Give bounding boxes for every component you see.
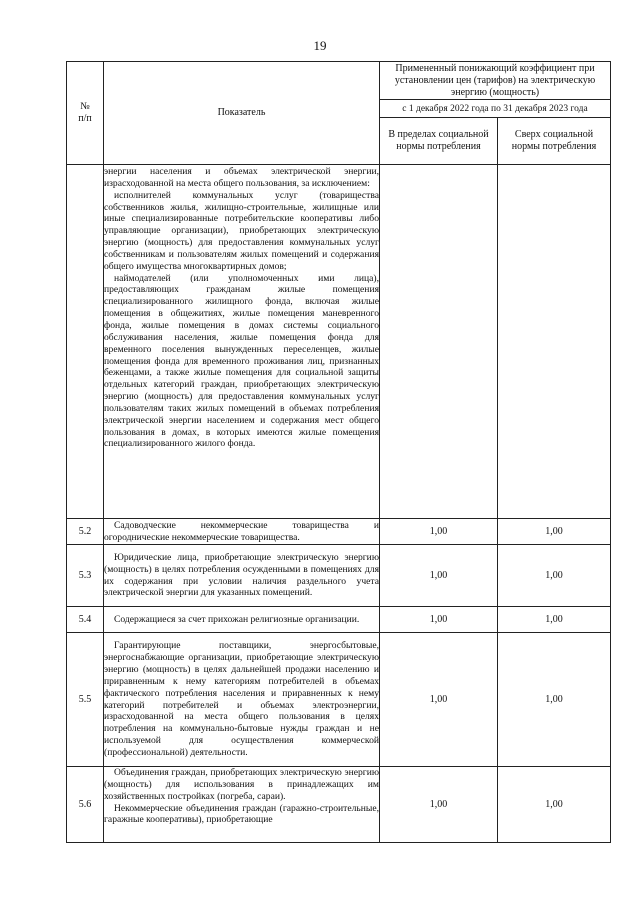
row-value-within: 1,00 xyxy=(380,767,498,843)
row-value-above: 1,00 xyxy=(498,767,611,843)
header-coefficient: Примененный понижающий коэффициент при установлении цен (тарифов) на электрическую энергию (мощность) xyxy=(380,62,611,100)
row-value-above: 1,00 xyxy=(498,607,611,633)
row-value-within: 1,00 xyxy=(380,607,498,633)
table-body xyxy=(67,165,611,843)
row-value-within xyxy=(380,165,498,519)
header-number: № п/п xyxy=(67,62,104,165)
row-indicator xyxy=(104,607,380,633)
row-paragraph: исполнителей коммунальных услуг (товарищества собственников жилья, жилищно-строительные, жилищные или иные специализированные потребительские кооперативы либо управляющие организации), приобретающих электрическую энергию (мощность) для предоставления коммунальных услуг собственникам и пользователям жилых помещений и содержания общего имущества многоквартирных домов; xyxy=(104,189,379,272)
row-number: 5.5 xyxy=(67,633,104,767)
row-value-above: 1,00 xyxy=(498,519,611,545)
header-within-norm: В пределах социальной нормы потребления xyxy=(380,118,498,165)
row-indicator xyxy=(104,545,380,607)
row-value-above: 1,00 xyxy=(498,633,611,767)
row-value-within: 1,00 xyxy=(380,519,498,545)
row-number: 5.2 xyxy=(67,519,104,545)
table-row xyxy=(67,633,611,767)
row-paragraph: Объединения граждан, приобретающих электрическую энергию (мощность) для использования в принадлежащих им хозяйственных постройках (погреба, сараи). xyxy=(104,767,379,802)
table-row xyxy=(67,545,611,607)
row-value-within: 1,00 xyxy=(380,633,498,767)
table-row xyxy=(67,767,611,843)
header-period: с 1 декабря 2022 года по 31 декабря 2023 года xyxy=(380,100,611,118)
table-row xyxy=(67,519,611,545)
row-indicator xyxy=(104,767,380,843)
row-indicator xyxy=(104,633,380,767)
row-number: 5.3 xyxy=(67,545,104,607)
row-paragraph: Некоммерческие объединения граждан (гаражно-строительные, гаражные кооперативы), приобретающие xyxy=(104,802,379,826)
row-paragraph: энергии населения и объемах электрической энергии, израсходованной на места общего пользования, за исключением: xyxy=(104,166,379,189)
table-row xyxy=(67,607,611,633)
page-number: 19 xyxy=(313,38,327,53)
row-number: 5.4 xyxy=(67,607,104,633)
header-indicator: Показатель xyxy=(104,62,380,165)
row-indicator xyxy=(104,165,380,519)
table-row xyxy=(67,165,611,519)
row-paragraph: Садоводческие некоммерческие товарищества и огороднические некоммерческие товарищества. xyxy=(104,519,379,543)
row-value-above: 1,00 xyxy=(498,545,611,607)
row-paragraph: Юридические лица, приобретающие электрическую энергию (мощность) в целях потребления осужденными в помещениях для их содержания при условии наличия раздельного учета электрической энергии для указанных помещений. xyxy=(104,551,379,599)
row-number xyxy=(67,165,104,519)
header-above-norm: Сверх социальной нормы потребления xyxy=(498,118,611,165)
row-value-above xyxy=(498,165,611,519)
coefficient-table xyxy=(66,61,611,843)
row-paragraph: Гарантирующие поставщики, энергосбытовые, энергоснабжающие организации, приобретающие электрическую энергию (мощность) в целях дальнейшей продажи населению и приравненным к нему категориям потребителей в объемах фактического потребления населения и приравненных к нему категорий потребителей и объемах электроэнергии, израсходованной на места общего пользования в целях потребления на коммунально-бытовые нужды граждан и не используемой для осуществления коммерческой (профессиональной) деятельности. xyxy=(104,640,379,758)
row-paragraph: Содержащиеся за счет прихожан религиозные организации. xyxy=(114,613,360,625)
row-number: 5.6 xyxy=(67,767,104,843)
row-paragraph: наймодателей (или уполномоченных ими лица), предоставляющих гражданам жилые помещения специализированного жилищного фонда, включая жилые помещения в общежитиях, жилые помещения маневренного фонда, жилые помещения в домах системы социального обслуживания населения, жилые помещения фонда для временного поселения вынужденных переселенцев, жилые помещения фонда для временного проживания лиц, признанных беженцами, а также жилые помещения для социальной защиты отдельных категорий граждан, приобретающих электрическую энергию (мощность) для предоставления коммунальных услуг пользователям таких жилых помещений в объемах потребления электрической энергии населением и содержания мест общего пользования в домах, в которых имеются жилые помещения специализированного жилого фонда. xyxy=(104,272,379,450)
row-indicator xyxy=(104,519,380,545)
row-value-within: 1,00 xyxy=(380,545,498,607)
